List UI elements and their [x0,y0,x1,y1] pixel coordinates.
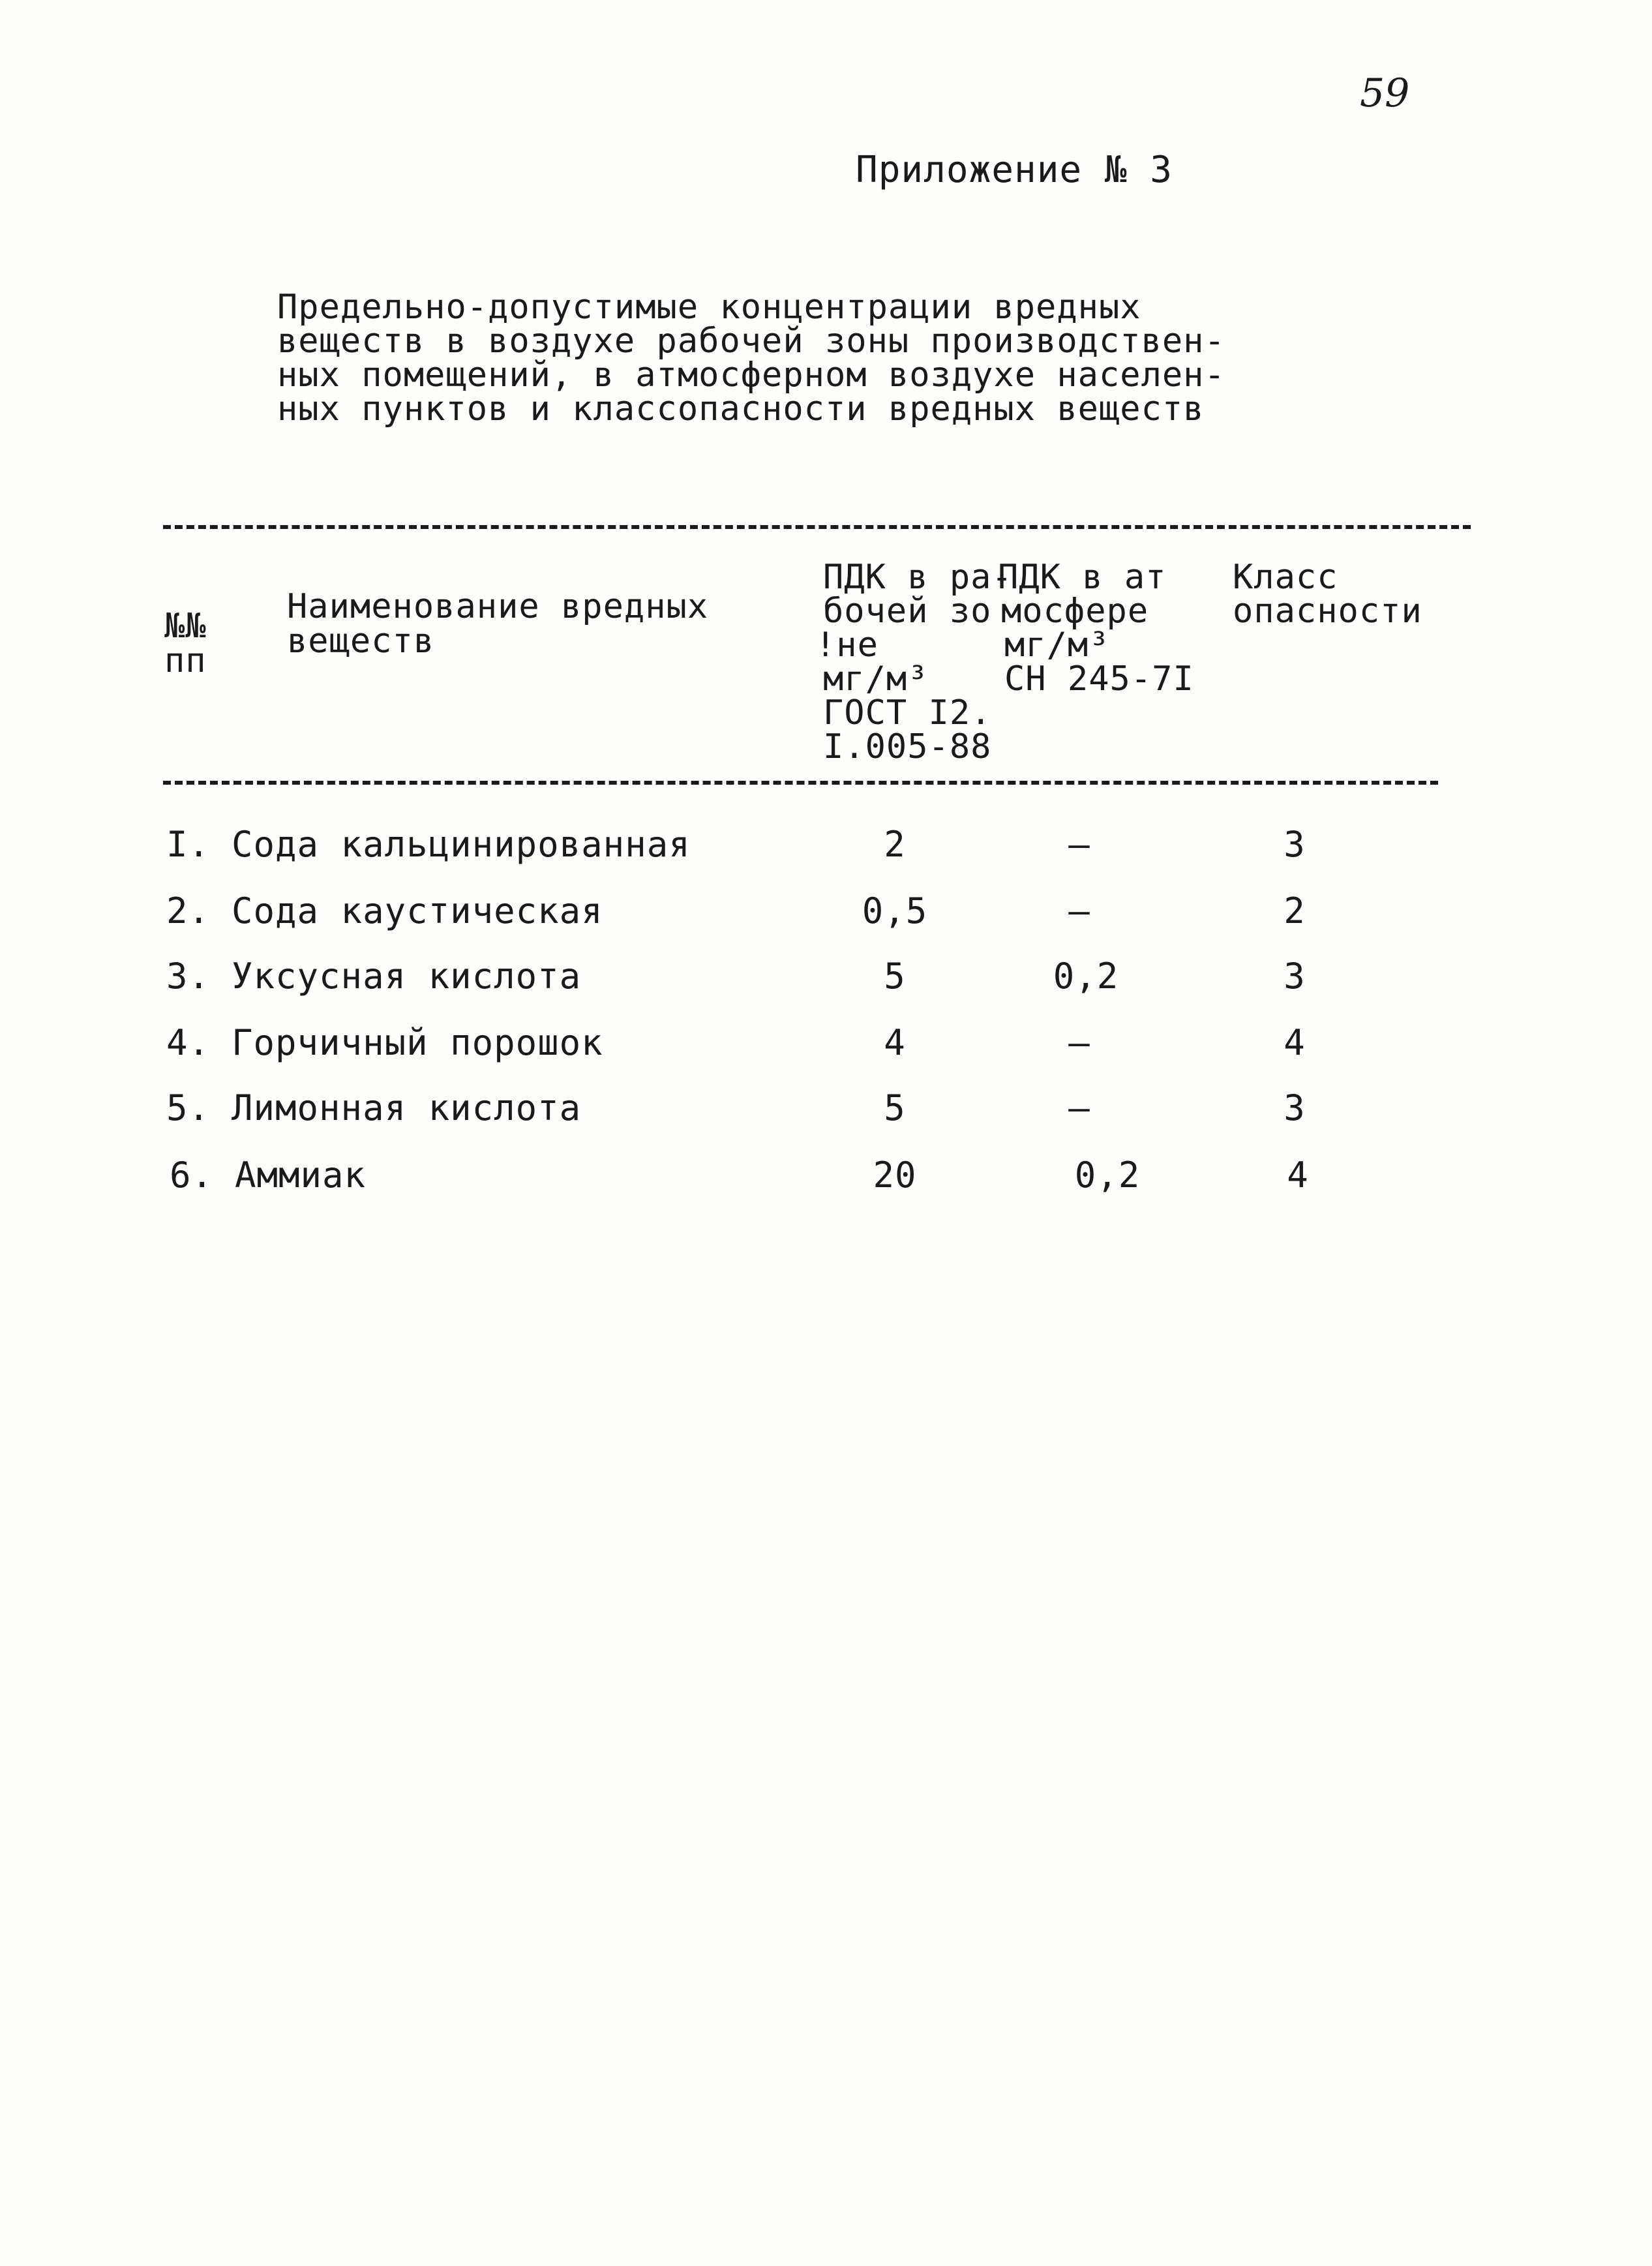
row-5-pdk-atm: – [1068,1087,1090,1128]
row-1-pdk-atm: – [1068,824,1090,865]
title-line-4: ных пунктов и классопасности вредных веществ [277,389,1205,429]
header-pdk-atm-2: мосфере [1001,592,1149,631]
row-4-num: 4. [166,1022,211,1063]
table-top-rule [163,525,1471,529]
row-2-pdk-atm: – [1068,890,1090,931]
row-3-name: Уксусная кислота [232,956,582,997]
header-num-2: пп [164,641,207,680]
page-number: 59 [1360,70,1410,116]
row-6-pdk-atm: 0,2 [1074,1155,1141,1196]
row-2-pdk-work: 0,5 [862,890,928,931]
row-5-class: 3 [1284,1087,1306,1128]
row-5-num: 5. [166,1087,211,1128]
header-pdk-work-5: ГОСТ I2. [823,693,992,733]
row-2-class: 2 [1284,890,1306,931]
header-class-1: Класс [1233,558,1338,597]
row-4-class: 4 [1284,1022,1306,1063]
row-1-class: 3 [1284,824,1306,865]
header-pdk-atm-4: СН 245-7I [1004,659,1194,699]
header-pdk-work-1: ПДК в ра- [823,558,1013,597]
table-header-rule [163,781,1438,785]
row-5-name: Лимонная кислота [232,1087,582,1128]
appendix-heading: Приложение № 3 [856,149,1173,191]
header-name-1: Наименование вредных [287,587,709,626]
row-3-num: 3. [166,956,211,997]
row-4-pdk-work: 4 [884,1022,906,1063]
row-1-num: I. [166,824,211,865]
title-line-2: веществ в воздухе рабочей зоны производствен- [277,322,1225,361]
header-pdk-work-2: бочей зо [823,592,992,631]
header-pdk-work-4: мг/м³ [823,659,929,699]
row-3-pdk-atm: 0,2 [1053,956,1119,997]
title-line-1: Предельно-допустимые концентрации вредных [277,288,1141,327]
row-6-num: 6. [170,1155,214,1196]
row-4-name: Горчичный порошок [232,1022,603,1063]
row-1-name: Сода кальцинированная [232,824,691,865]
row-6-class: 4 [1287,1155,1309,1196]
row-4-pdk-atm: – [1068,1022,1090,1063]
header-num-1: №№ [164,607,207,646]
row-6-pdk-work: 20 [873,1155,917,1196]
row-2-num: 2. [166,890,211,931]
row-6-name: Аммиак [235,1155,367,1196]
row-2-name: Сода каустическая [232,890,603,931]
header-pdk-work-3: !не [815,626,879,665]
header-pdk-atm-3: мг/м³ [1004,626,1110,665]
row-3-class: 3 [1284,956,1306,997]
header-pdk-atm-1: ПДК в ат [998,558,1167,597]
header-pdk-work-6: I.005-88 [823,727,992,766]
row-5-pdk-work: 5 [884,1087,906,1128]
row-1-pdk-work: 2 [884,824,906,865]
header-class-2: опасности [1233,592,1422,631]
header-name-2: веществ [287,622,435,661]
row-3-pdk-work: 5 [884,956,906,997]
title-line-3: ных помещений, в атмосферном воздухе населен- [277,355,1225,395]
